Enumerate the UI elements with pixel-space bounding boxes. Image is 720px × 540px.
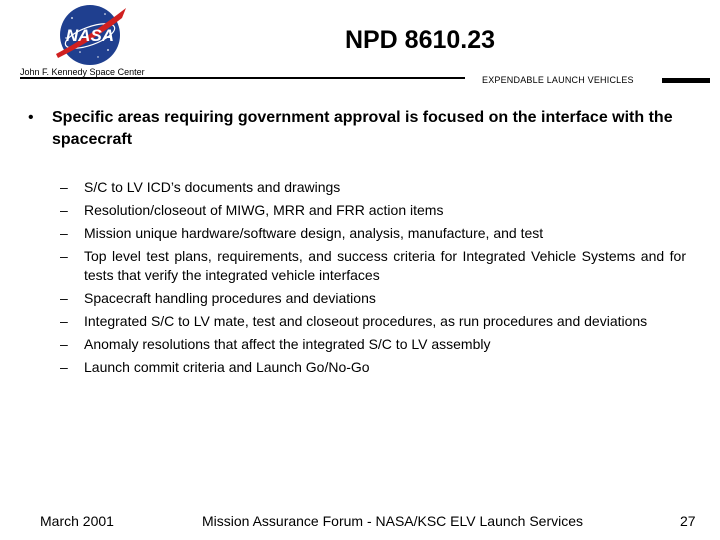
header-rule [20, 77, 465, 79]
sub-point-text: Mission unique hardware/software design, analysis, manufacture, and test [84, 225, 544, 241]
dash-marker: – [60, 202, 68, 218]
footer-date: March 2001 [40, 513, 114, 529]
sub-point [60, 358, 686, 377]
sub-point-text: Anomaly resolutions that affect the integrated S/C to LV assembly [84, 335, 491, 352]
sub-point-text: Top level test plans, requirements, and success criteria for Integrated Vehicle Systems and for tests that verify the integrated vehicle interfaces [84, 248, 686, 283]
section-label: EXPENDABLE LAUNCH VEHICLES [482, 75, 634, 85]
sub-point [60, 224, 686, 243]
page-number: 27 [680, 513, 696, 529]
sub-point-text: Launch commit criteria and Launch Go/No-Go [84, 358, 370, 375]
sub-point [60, 289, 686, 308]
slide-title: NPD 8610.23 [344, 26, 496, 54]
sub-point-list [60, 178, 686, 381]
center-name: John F. Kennedy Space Center [20, 67, 145, 77]
sub-point [60, 312, 686, 331]
sub-point [60, 247, 686, 284]
dash-marker: – [60, 358, 68, 375]
sub-point [60, 178, 686, 197]
dash-marker: – [60, 335, 68, 352]
dash-marker: – [60, 248, 68, 264]
nasa-logo [50, 2, 130, 68]
footer-event: Mission Assurance Forum - NASA/KSC ELV Launch Services [202, 513, 584, 529]
sub-point-text: S/C to LV ICD’s documents and drawings [84, 179, 341, 195]
dash-marker: – [60, 225, 68, 241]
main-bullet: • [28, 109, 34, 126]
nasa-logo-text: NASA [65, 26, 115, 45]
sub-point [60, 335, 686, 354]
dash-marker: – [60, 289, 68, 306]
sub-point [60, 201, 686, 220]
header-bar [662, 78, 710, 83]
dash-marker: – [60, 312, 68, 329]
sub-point-text: Integrated S/C to LV mate, test and closeout procedures, as run procedures and deviations [84, 312, 648, 329]
sub-point-text: Spacecraft handling procedures and deviations [84, 289, 376, 306]
dash-marker: – [60, 179, 68, 195]
main-point: Specific areas requiring government approval is focused on the interface with the spacecraft [52, 109, 673, 148]
sub-point-text: Resolution/closeout of MIWG, MRR and FRR action items [84, 202, 444, 218]
